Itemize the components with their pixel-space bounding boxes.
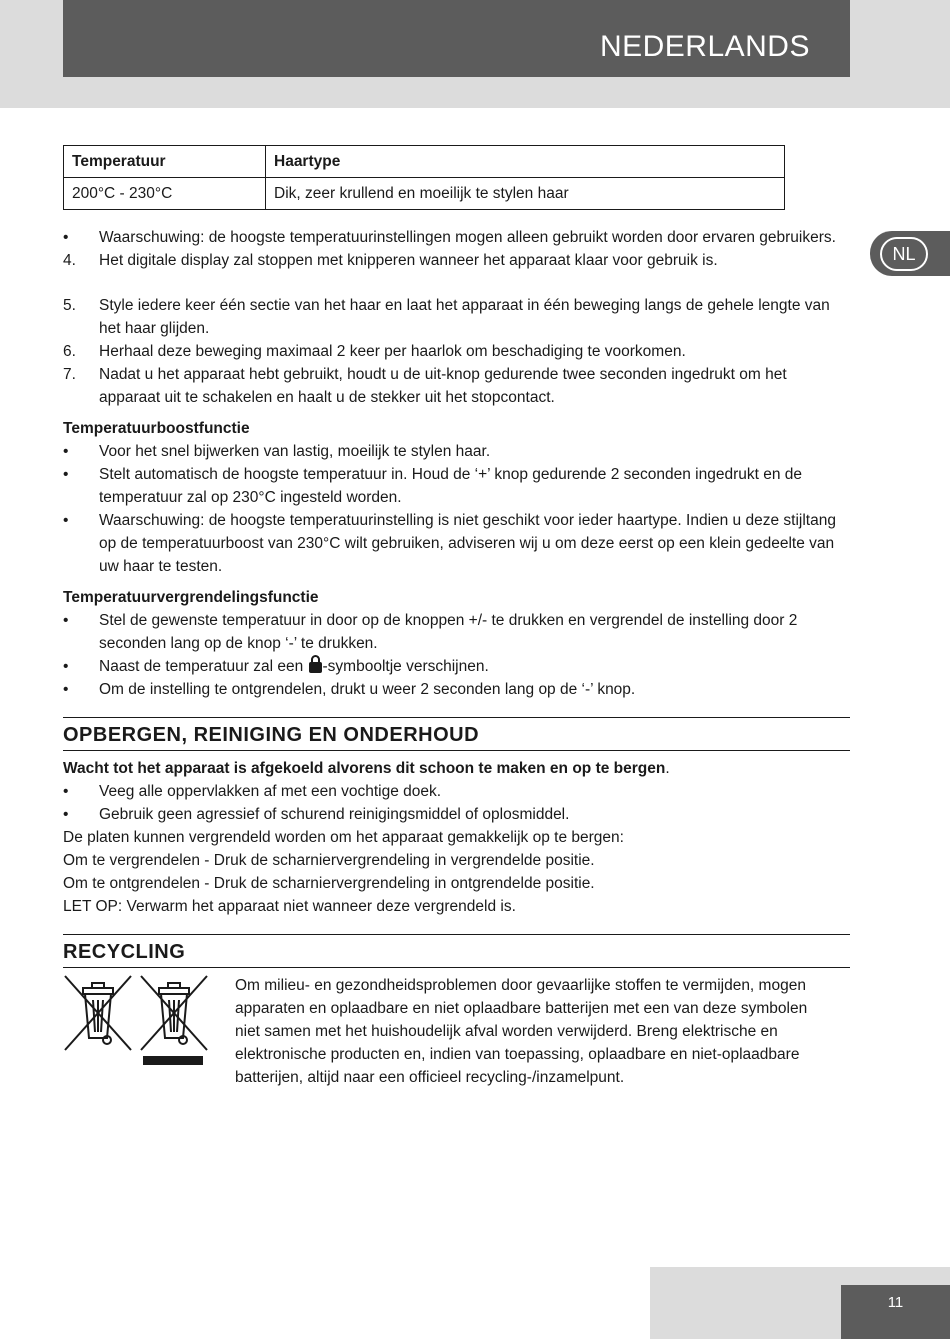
list-item-text: Herhaal deze beweging maximaal 2 keer per haarlok om beschadiging te voorkomen. [99, 343, 686, 360]
language-tab [870, 231, 950, 276]
list-item-text: Voor het snel bijwerken van lastig, moeilijk te stylen haar. [99, 443, 491, 460]
lock-icon [309, 662, 322, 673]
header-bar [63, 0, 850, 77]
list-item-text: Nadat u het apparaat hebt gebruikt, houdt u de uit-knop gedurende twee seconden ingedrukt om het apparaat uit te schakelen en haalt u de stekker uit het stopcontact. [99, 366, 787, 406]
list-marker: • [63, 229, 69, 246]
table-cell: Dik, zeer krullend en moeilijk te stylen haar [266, 178, 785, 210]
list-marker: 4. [63, 252, 76, 269]
list-item [63, 294, 850, 340]
list-item [63, 226, 850, 249]
crossed-bin-battery-icon [139, 974, 209, 1066]
list-item: • Voor het snel bijwerken van lastig, moeilijk te stylen haar. [63, 443, 491, 460]
boost-list [63, 440, 850, 578]
list-item: • Stelt automatisch de hoogste temperatuur in. Houd de ‘+’ knop gedurende 2 seconden ingedrukt en de temperatuur zal op 230°C ingesteld worden. [63, 466, 803, 506]
list-item [63, 340, 850, 363]
list-item-text: Style iedere keer één sectie van het haar en laat het apparaat in één beweging langs de gehele lengte van het haar glijden. [99, 297, 830, 337]
recycling-heading: RECYCLING [63, 934, 850, 968]
list-item-text: Om de instelling te ontgrendelen, drukt u weer 2 seconden lang op de ‘-’ knop. [99, 681, 636, 698]
lock-list [63, 609, 850, 701]
list-item-text: Waarschuwing: de hoogste temperatuurinstelling is niet geschikt voor ieder haartype. Indien u deze stijltang op de temperatuurboost van 230°C wilt gebruiken, adviseren wij u om deze eerst op een klein gedeelte van uw haar te testen. [99, 512, 836, 575]
list-item: • Stel de gewenste temperatuur in door op de knoppen +/- te drukken en vergrendel de instelling door 2 seconden lang op de knop ‘-’ te drukken. [63, 612, 798, 652]
page-number: 11 [841, 1285, 950, 1339]
list-item: • Veeg alle oppervlakken af met een vochtige doek. [63, 783, 442, 800]
list-item: • Waarschuwing: de hoogste temperatuurinstelling is niet geschikt voor ieder haartype. Indien u deze stijltang op de temperatuurboost van 230°C wilt gebruiken, adviseren wij u om deze eerst op een klein gedeelte van uw haar te testen. [63, 512, 836, 575]
table-cell: 200°C - 230°C [64, 178, 266, 210]
storage-line: Om te ontgrendelen - Druk de scharniervergrendeling in ontgrendelde positie. [63, 875, 595, 892]
recycling-symbols [63, 974, 211, 1089]
table-header-temperature: Temperatuur [64, 146, 266, 178]
list-item-text: Gebruik geen agressief of schurend reinigingsmiddel of oplosmiddel. [99, 806, 570, 823]
list-item: • Gebruik geen agressief of schurend reinigingsmiddel of oplosmiddel. [63, 806, 570, 823]
list-marker: 6. [63, 343, 76, 360]
storage-line: Om te vergrendelen - Druk de scharniervergrendeling in vergrendelde positie. [63, 852, 595, 869]
storage-line: LET OP: Verwarm het apparaat niet wanneer deze vergrendeld is. [63, 898, 516, 915]
list-item: • Om de instelling te ontgrendelen, drukt u weer 2 seconden lang op de ‘-’ knop. [63, 681, 636, 698]
list-item-text: Stel de gewenste temperatuur in door op de knoppen +/- te drukken en vergrendel de instelling door 2 seconden lang op de knop ‘-’ te drukken. [99, 612, 798, 652]
storage-warning: Wacht tot het apparaat is afgekoeld alvorens dit schoon te maken en op te bergen. [63, 760, 670, 777]
table-row [64, 178, 785, 210]
storage-list [63, 780, 850, 826]
steps-list-b [63, 294, 850, 409]
page-content [63, 145, 850, 1089]
list-marker: 5. [63, 297, 76, 314]
list-item-text: Stelt automatisch de hoogste temperatuur in. Houd de ‘+’ knop gedurende 2 seconden ingedrukt en de temperatuur zal op 230°C ingesteld worden. [99, 466, 803, 506]
list-item: • Naast de temperatuur zal een -symbooltje verschijnen. [63, 658, 489, 675]
recycling-text: Om milieu- en gezondheidsproblemen door gevaarlijke stoffen te vermijden, mogen apparaten en oplaadbare en niet oplaadbare batterijen met een van deze symbolen niet samen met het huishoudelijk afval worden verwijderd. Breng elektrische en elektronische producten en, indien van toepassing, oplaadbare en niet-oplaadbare batterijen, altijd naar een officieel recycling-/inzamelpunt. [235, 977, 808, 1086]
spacer [63, 272, 850, 294]
storage-heading: OPBERGEN, REINIGING EN ONDERHOUD [63, 717, 850, 751]
temperature-table [63, 145, 785, 210]
list-item-text: Waarschuwing: de hoogste temperatuurinstellingen mogen alleen gebruikt worden door ervaren gebruikers. [99, 229, 836, 246]
crossed-bin-icon [63, 974, 133, 1054]
list-item-text-before: Naast de temperatuur zal een [99, 658, 308, 675]
list-item-text: Veeg alle oppervlakken af met een vochtige doek. [99, 783, 442, 800]
storage-line: De platen kunnen vergrendeld worden om het apparaat gemakkelijk op te bergen: [63, 829, 624, 846]
list-item [63, 363, 850, 409]
table-header-row [64, 146, 785, 178]
steps-list-a [63, 226, 850, 272]
list-marker: 7. [63, 366, 76, 383]
lock-heading: Temperatuurvergrendelingsfunctie [63, 589, 319, 606]
table-header-hairtype: Haartype [266, 146, 785, 178]
recycling-row [63, 974, 850, 1089]
list-item-text-after: -symbooltje verschijnen. [322, 658, 489, 675]
list-item-text: Het digitale display zal stoppen met knipperen wanneer het apparaat klaar voor gebruik is. [99, 252, 718, 269]
boost-heading: Temperatuurboostfunctie [63, 420, 250, 437]
list-item [63, 249, 850, 272]
language-tab-label: NL [880, 237, 928, 271]
header-title: NEDERLANDS [599, 30, 810, 63]
